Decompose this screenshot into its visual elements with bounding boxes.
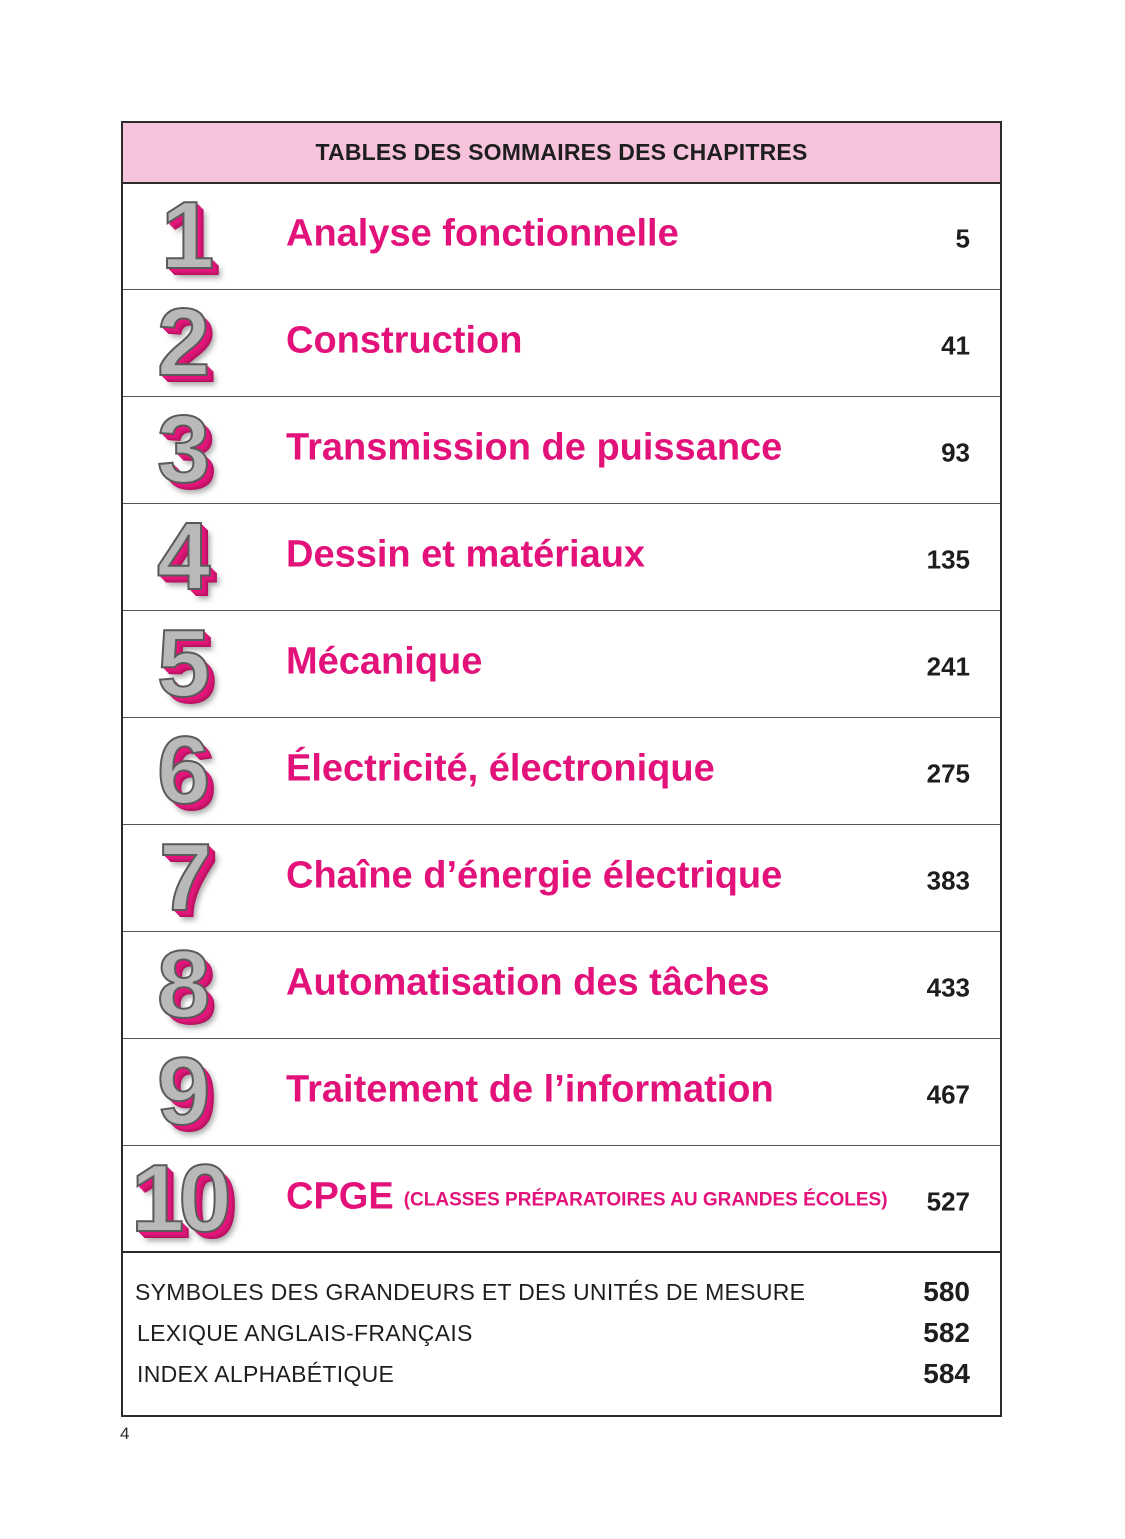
chapter-number: 8 bbox=[157, 930, 205, 1038]
chapter-number: 4 bbox=[157, 502, 205, 610]
chapter-row[interactable] bbox=[123, 503, 1000, 610]
chapter-row[interactable] bbox=[123, 1038, 1000, 1145]
toc-header bbox=[123, 123, 1000, 184]
chapter-number: 7 bbox=[159, 823, 207, 931]
chapter-number: 3 bbox=[157, 395, 205, 503]
chapter-page: 383 bbox=[926, 865, 970, 896]
page-number: 4 bbox=[120, 1424, 130, 1443]
chapter-page: 241 bbox=[926, 651, 970, 682]
chapter-page: 467 bbox=[926, 1079, 970, 1110]
chapter-title[interactable] bbox=[286, 1175, 888, 1218]
appendix-page: 582 bbox=[923, 1317, 970, 1348]
chapter-title[interactable]: Traitement de l’information bbox=[286, 1067, 774, 1110]
chapter-title[interactable]: Mécanique bbox=[286, 639, 483, 682]
chapter-title[interactable]: Analyse fonctionnelle bbox=[286, 211, 679, 254]
chapter-page: 135 bbox=[926, 544, 970, 575]
table-of-contents bbox=[121, 121, 1002, 1417]
toc-title: TABLES DES SOMMAIRES DES CHAPITRES bbox=[315, 139, 808, 165]
appendix-label[interactable]: SYMBOLES DES GRANDEURS ET DES UNITÉS DE MESURE bbox=[135, 1279, 806, 1305]
appendix-row[interactable] bbox=[123, 1317, 1000, 1360]
appendix-label[interactable]: LEXIQUE ANGLAIS-FRANÇAIS bbox=[137, 1320, 473, 1346]
chapter-row[interactable] bbox=[123, 182, 1000, 289]
section-divider bbox=[123, 1251, 1000, 1253]
chapter-row[interactable] bbox=[123, 931, 1000, 1038]
appendix-page: 580 bbox=[923, 1276, 970, 1307]
chapter-page: 527 bbox=[926, 1186, 970, 1217]
chapter-number: 10 bbox=[131, 1144, 226, 1252]
chapter-number: 9 bbox=[157, 1037, 205, 1145]
chapter-row[interactable] bbox=[123, 610, 1000, 717]
chapter-title[interactable]: Automatisation des tâches bbox=[286, 960, 770, 1003]
appendix-row[interactable] bbox=[123, 1276, 1000, 1319]
chapter-title[interactable]: Construction bbox=[286, 318, 523, 361]
chapter-row[interactable] bbox=[123, 824, 1000, 931]
chapter-title[interactable]: Chaîne d’énergie électrique bbox=[286, 853, 783, 896]
chapter-page: 5 bbox=[955, 223, 970, 254]
chapter-number: 6 bbox=[157, 716, 205, 824]
chapter-number: 1 bbox=[161, 181, 209, 289]
chapter-page: 93 bbox=[941, 437, 970, 468]
chapter-page: 433 bbox=[926, 972, 970, 1003]
chapter-row[interactable] bbox=[123, 717, 1000, 824]
chapter-page: 275 bbox=[926, 758, 970, 789]
chapter-title-main: CPGE bbox=[286, 1174, 394, 1217]
chapter-title[interactable]: Transmission de puissance bbox=[286, 425, 783, 468]
chapter-subtitle: (CLASSES PRÉPARATOIRES AU GRANDES ÉCOLES) bbox=[403, 1188, 888, 1210]
appendix-page: 584 bbox=[923, 1358, 970, 1389]
appendix-label[interactable]: INDEX ALPHABÉTIQUE bbox=[137, 1361, 395, 1387]
chapter-number: 2 bbox=[157, 288, 205, 396]
chapter-title[interactable]: Électricité, électronique bbox=[286, 746, 715, 789]
appendix-row[interactable] bbox=[123, 1358, 1000, 1401]
chapter-number: 5 bbox=[157, 609, 205, 717]
chapter-title[interactable]: Dessin et matériaux bbox=[286, 532, 646, 575]
chapter-row[interactable] bbox=[123, 289, 1000, 396]
chapter-row[interactable] bbox=[123, 396, 1000, 503]
chapter-row[interactable] bbox=[123, 1145, 1000, 1252]
chapter-page: 41 bbox=[941, 330, 970, 361]
